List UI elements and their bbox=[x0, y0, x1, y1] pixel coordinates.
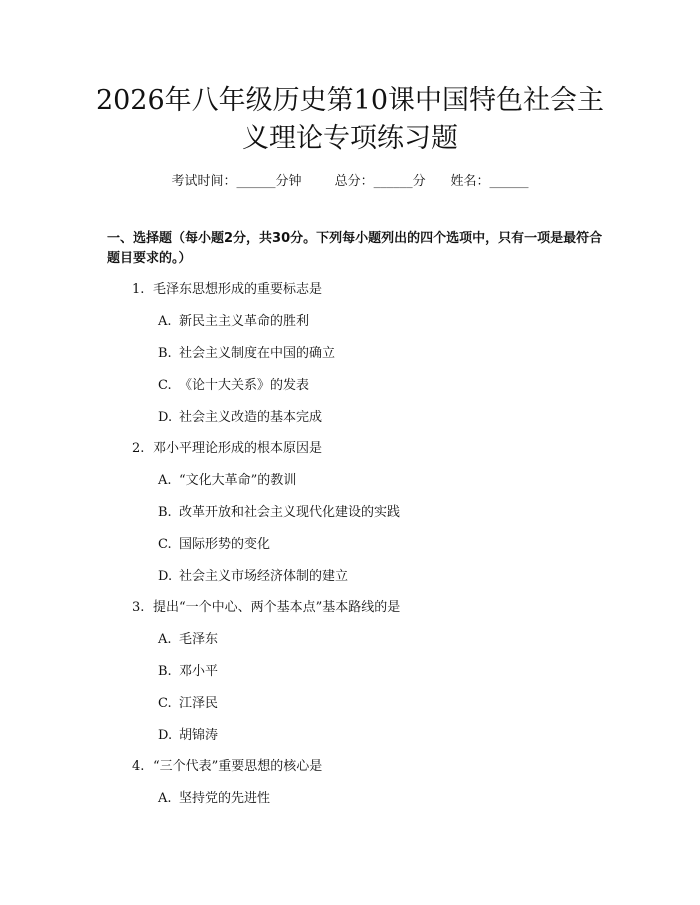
question-number: 4. bbox=[132, 759, 145, 774]
name-label: 姓名： bbox=[450, 174, 490, 189]
option-letter: B. bbox=[158, 346, 172, 361]
question-text: 毛泽东思想形成的重要标志是 bbox=[153, 282, 323, 297]
option-letter: C. bbox=[158, 378, 172, 393]
option-letter: B. bbox=[158, 505, 172, 520]
option-1a bbox=[158, 313, 309, 331]
option-text: 国际形势的变化 bbox=[179, 537, 271, 552]
option-letter: A. bbox=[158, 632, 172, 647]
exam-meta bbox=[0, 170, 700, 189]
option-text: 胡锦涛 bbox=[179, 728, 219, 743]
option-2a bbox=[158, 472, 296, 490]
option-text: 坚持党的先进性 bbox=[179, 791, 271, 806]
option-4a bbox=[158, 790, 270, 808]
option-3b bbox=[158, 663, 218, 681]
option-text: “文化大革命”的教训 bbox=[179, 473, 297, 488]
time-unit: 分钟 bbox=[275, 174, 302, 189]
question-text: 提出“一个中心、两个基本点”基本路线的是 bbox=[153, 600, 401, 615]
question-1 bbox=[132, 281, 322, 299]
question-number: 1. bbox=[132, 282, 145, 297]
time-blank: ______ bbox=[236, 174, 276, 189]
option-letter: A. bbox=[158, 314, 172, 329]
question-number: 2. bbox=[132, 441, 145, 456]
question-text: “三个代表”重要思想的核心是 bbox=[153, 759, 323, 774]
score-blank: ______ bbox=[373, 174, 413, 189]
option-letter: C. bbox=[158, 537, 172, 552]
option-letter: D. bbox=[158, 728, 173, 743]
option-text: 社会主义制度在中国的确立 bbox=[179, 346, 336, 361]
option-2b bbox=[158, 504, 400, 522]
title-line-1: 2026年八年级历史第10课中国特色社会主 bbox=[95, 85, 605, 116]
option-letter: B. bbox=[158, 664, 172, 679]
option-letter: D. bbox=[158, 569, 173, 584]
question-text: 邓小平理论形成的根本原因是 bbox=[153, 441, 323, 456]
option-text: 邓小平 bbox=[179, 664, 219, 679]
option-3a bbox=[158, 631, 218, 649]
question-3 bbox=[132, 599, 400, 617]
option-letter: C. bbox=[158, 696, 172, 711]
option-2c bbox=[158, 536, 270, 554]
option-text: 毛泽东 bbox=[179, 632, 219, 647]
option-3d bbox=[158, 727, 218, 745]
option-letter: A. bbox=[158, 791, 172, 806]
option-text: 社会主义改造的基本完成 bbox=[179, 410, 323, 425]
option-text: 新民主主义革命的胜利 bbox=[179, 314, 310, 329]
question-4 bbox=[132, 758, 322, 776]
option-text: 社会主义市场经济体制的建立 bbox=[179, 569, 349, 584]
page-title bbox=[0, 82, 700, 158]
title-line-2: 义理论专项练习题 bbox=[242, 123, 458, 154]
option-1d bbox=[158, 409, 322, 427]
option-1c bbox=[158, 377, 309, 395]
question-2 bbox=[132, 440, 322, 458]
option-letter: D. bbox=[158, 410, 173, 425]
option-letter: A. bbox=[158, 473, 172, 488]
option-2d bbox=[158, 568, 348, 586]
name-blank: ______ bbox=[489, 174, 529, 189]
time-label: 考试时间： bbox=[171, 174, 237, 189]
option-3c bbox=[158, 695, 218, 713]
option-text: 《论十大关系》的发表 bbox=[179, 378, 310, 393]
score-label: 总分： bbox=[334, 174, 374, 189]
option-1b bbox=[158, 345, 335, 363]
option-text: 改革开放和社会主义现代化建设的实践 bbox=[179, 505, 401, 520]
score-unit: 分 bbox=[412, 174, 426, 189]
option-text: 江泽民 bbox=[179, 696, 219, 711]
section-heading: 一、选择题（每小题2分，共30分。下列每小题列出的四个选项中，只有一项是最符合题目要求的。） bbox=[107, 231, 603, 266]
question-number: 3. bbox=[132, 600, 145, 615]
